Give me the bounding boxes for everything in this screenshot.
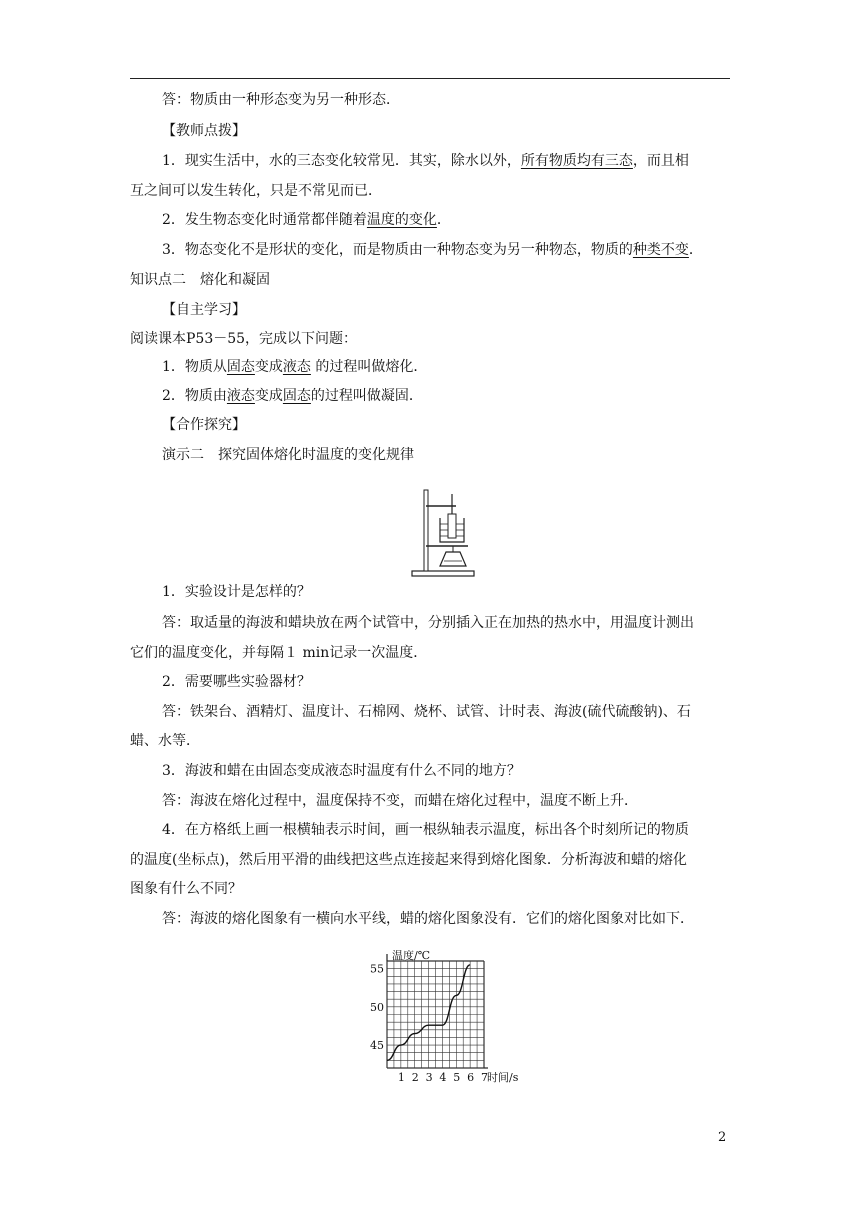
text-span: 答：取适量的海波和蜡块放在两个试管中，分别插入正在加热的热水中，用温度计测出 xyxy=(162,615,694,631)
text-line xyxy=(130,850,687,870)
text-span: 3．海波和蜡在由固态变成液态时温度有什么不同的地方？ xyxy=(162,763,521,779)
text-span: 1．物质从 xyxy=(162,359,227,375)
text-span: 蜡、水等． xyxy=(130,733,200,749)
text-line xyxy=(130,731,200,751)
text-span: 【合作探究】 xyxy=(162,417,246,433)
x-tick-label: 7 xyxy=(481,1071,488,1084)
text-span: 答：海波的熔化图象有一横向水平线，蜡的熔化图象没有．它们的熔化图象对比如下． xyxy=(162,911,694,927)
text-span: 答：海波在熔化过程中，温度保持不变，而蜡在熔化过程中，温度不断上升． xyxy=(162,793,638,809)
text-span: 互之间可以发生转化，只是不常见而已． xyxy=(130,183,382,199)
page-number: 2 xyxy=(718,1130,727,1145)
underlined-answer: 固态 xyxy=(282,388,311,404)
text-line xyxy=(162,445,414,465)
text-line xyxy=(162,791,638,811)
text-line xyxy=(130,879,242,899)
underlined-answer: 固态 xyxy=(226,359,255,375)
text-span: 答：物质由一种形态变为另一种形态． xyxy=(162,92,400,108)
text-line xyxy=(162,121,246,141)
text-span: ． xyxy=(688,242,703,258)
x-tick-label: 4 xyxy=(439,1071,447,1084)
text-span: 3．物态变化不是形状的变化，而是物质由一种物态变为另一种物态，物质的 xyxy=(162,242,633,258)
text-span: 2．物质由 xyxy=(162,388,227,404)
x-tick-label: 5 xyxy=(453,1071,461,1084)
text-span: 演示二 探究固体熔化时温度的变化规律 xyxy=(162,447,414,463)
underlined-answer: 液态 xyxy=(226,388,255,404)
text-line xyxy=(162,761,521,781)
text-span: 4．在方格纸上画一根横轴表示时间，画一根纵轴表示温度，标出各个时刻所记的物质 xyxy=(162,822,689,838)
text-line xyxy=(162,820,689,840)
text-line xyxy=(162,386,423,406)
chart-grid xyxy=(387,954,488,1068)
text-line xyxy=(162,672,311,692)
melting-curve-chart xyxy=(354,950,544,1090)
x-tick-label: 2 xyxy=(411,1071,419,1084)
text-span: 答：铁架台、酒精灯、温度计、石棉网、烧杯、试管、计时表、海波(硫代硫酸钠)、石 xyxy=(162,704,691,720)
text-line xyxy=(162,240,703,260)
underlined-answer: 所有物质均有三态 xyxy=(520,153,633,169)
text-span: 2．发生物态变化时通常都伴随着 xyxy=(162,212,367,228)
text-span: 阅读课本P53－55，完成以下问题： xyxy=(130,331,358,347)
x-tick-label: 6 xyxy=(467,1071,475,1084)
text-line xyxy=(130,181,382,201)
text-line xyxy=(162,909,694,929)
text-line xyxy=(162,151,689,171)
text-line xyxy=(130,270,270,290)
text-span: 【自主学习】 xyxy=(162,302,246,318)
text-line xyxy=(162,357,427,377)
text-line xyxy=(162,415,246,435)
text-line xyxy=(162,210,451,230)
text-line xyxy=(162,613,694,633)
text-span: 它们的温度变化，并每隔１ min记录一次温度． xyxy=(130,645,428,661)
text-line xyxy=(162,582,311,602)
x-tick-label: 1 xyxy=(397,1071,405,1084)
text-span: ． xyxy=(436,212,451,228)
text-line xyxy=(130,329,357,349)
melting-apparatus-illustration xyxy=(410,488,476,578)
header-rule xyxy=(130,78,730,79)
text-span: 1．实验设计是怎样的？ xyxy=(162,584,311,600)
text-span: 【教师点拨】 xyxy=(162,123,246,139)
text-line xyxy=(162,90,400,110)
text-span: 变成 xyxy=(254,359,283,375)
text-span: 2．需要哪些实验器材？ xyxy=(162,674,311,690)
underlined-answer: 种类不变 xyxy=(632,242,689,258)
text-span: 1．现实生活中，水的三态变化较常见．其实，除水以外， xyxy=(162,153,521,169)
text-line xyxy=(130,643,427,663)
text-span: ，而且相 xyxy=(632,153,689,169)
underlined-answer: 温度的变化 xyxy=(366,212,437,228)
underlined-answer: 液态 xyxy=(282,359,311,375)
text-span: 变成 xyxy=(254,388,283,404)
text-span: 的过程叫做凝固． xyxy=(310,388,423,404)
text-line xyxy=(162,300,246,320)
y-tick-label: 55 xyxy=(370,962,384,976)
y-axis-label: 温度/℃ xyxy=(392,950,431,962)
x-tick-label: 3 xyxy=(425,1071,433,1084)
y-tick-label: 50 xyxy=(370,1000,384,1014)
text-span: 图象有什么不同？ xyxy=(130,881,242,897)
text-span: 的过程叫做熔化． xyxy=(310,359,428,375)
x-axis-label: 时间/s xyxy=(487,1071,519,1084)
y-tick-label: 45 xyxy=(370,1039,384,1053)
text-span: 知识点二 熔化和凝固 xyxy=(130,272,270,288)
text-line xyxy=(162,702,691,722)
text-span: 的温度(坐标点)，然后用平滑的曲线把这些点连接起来得到熔化图象．分析海波和蜡的熔化 xyxy=(130,852,687,868)
